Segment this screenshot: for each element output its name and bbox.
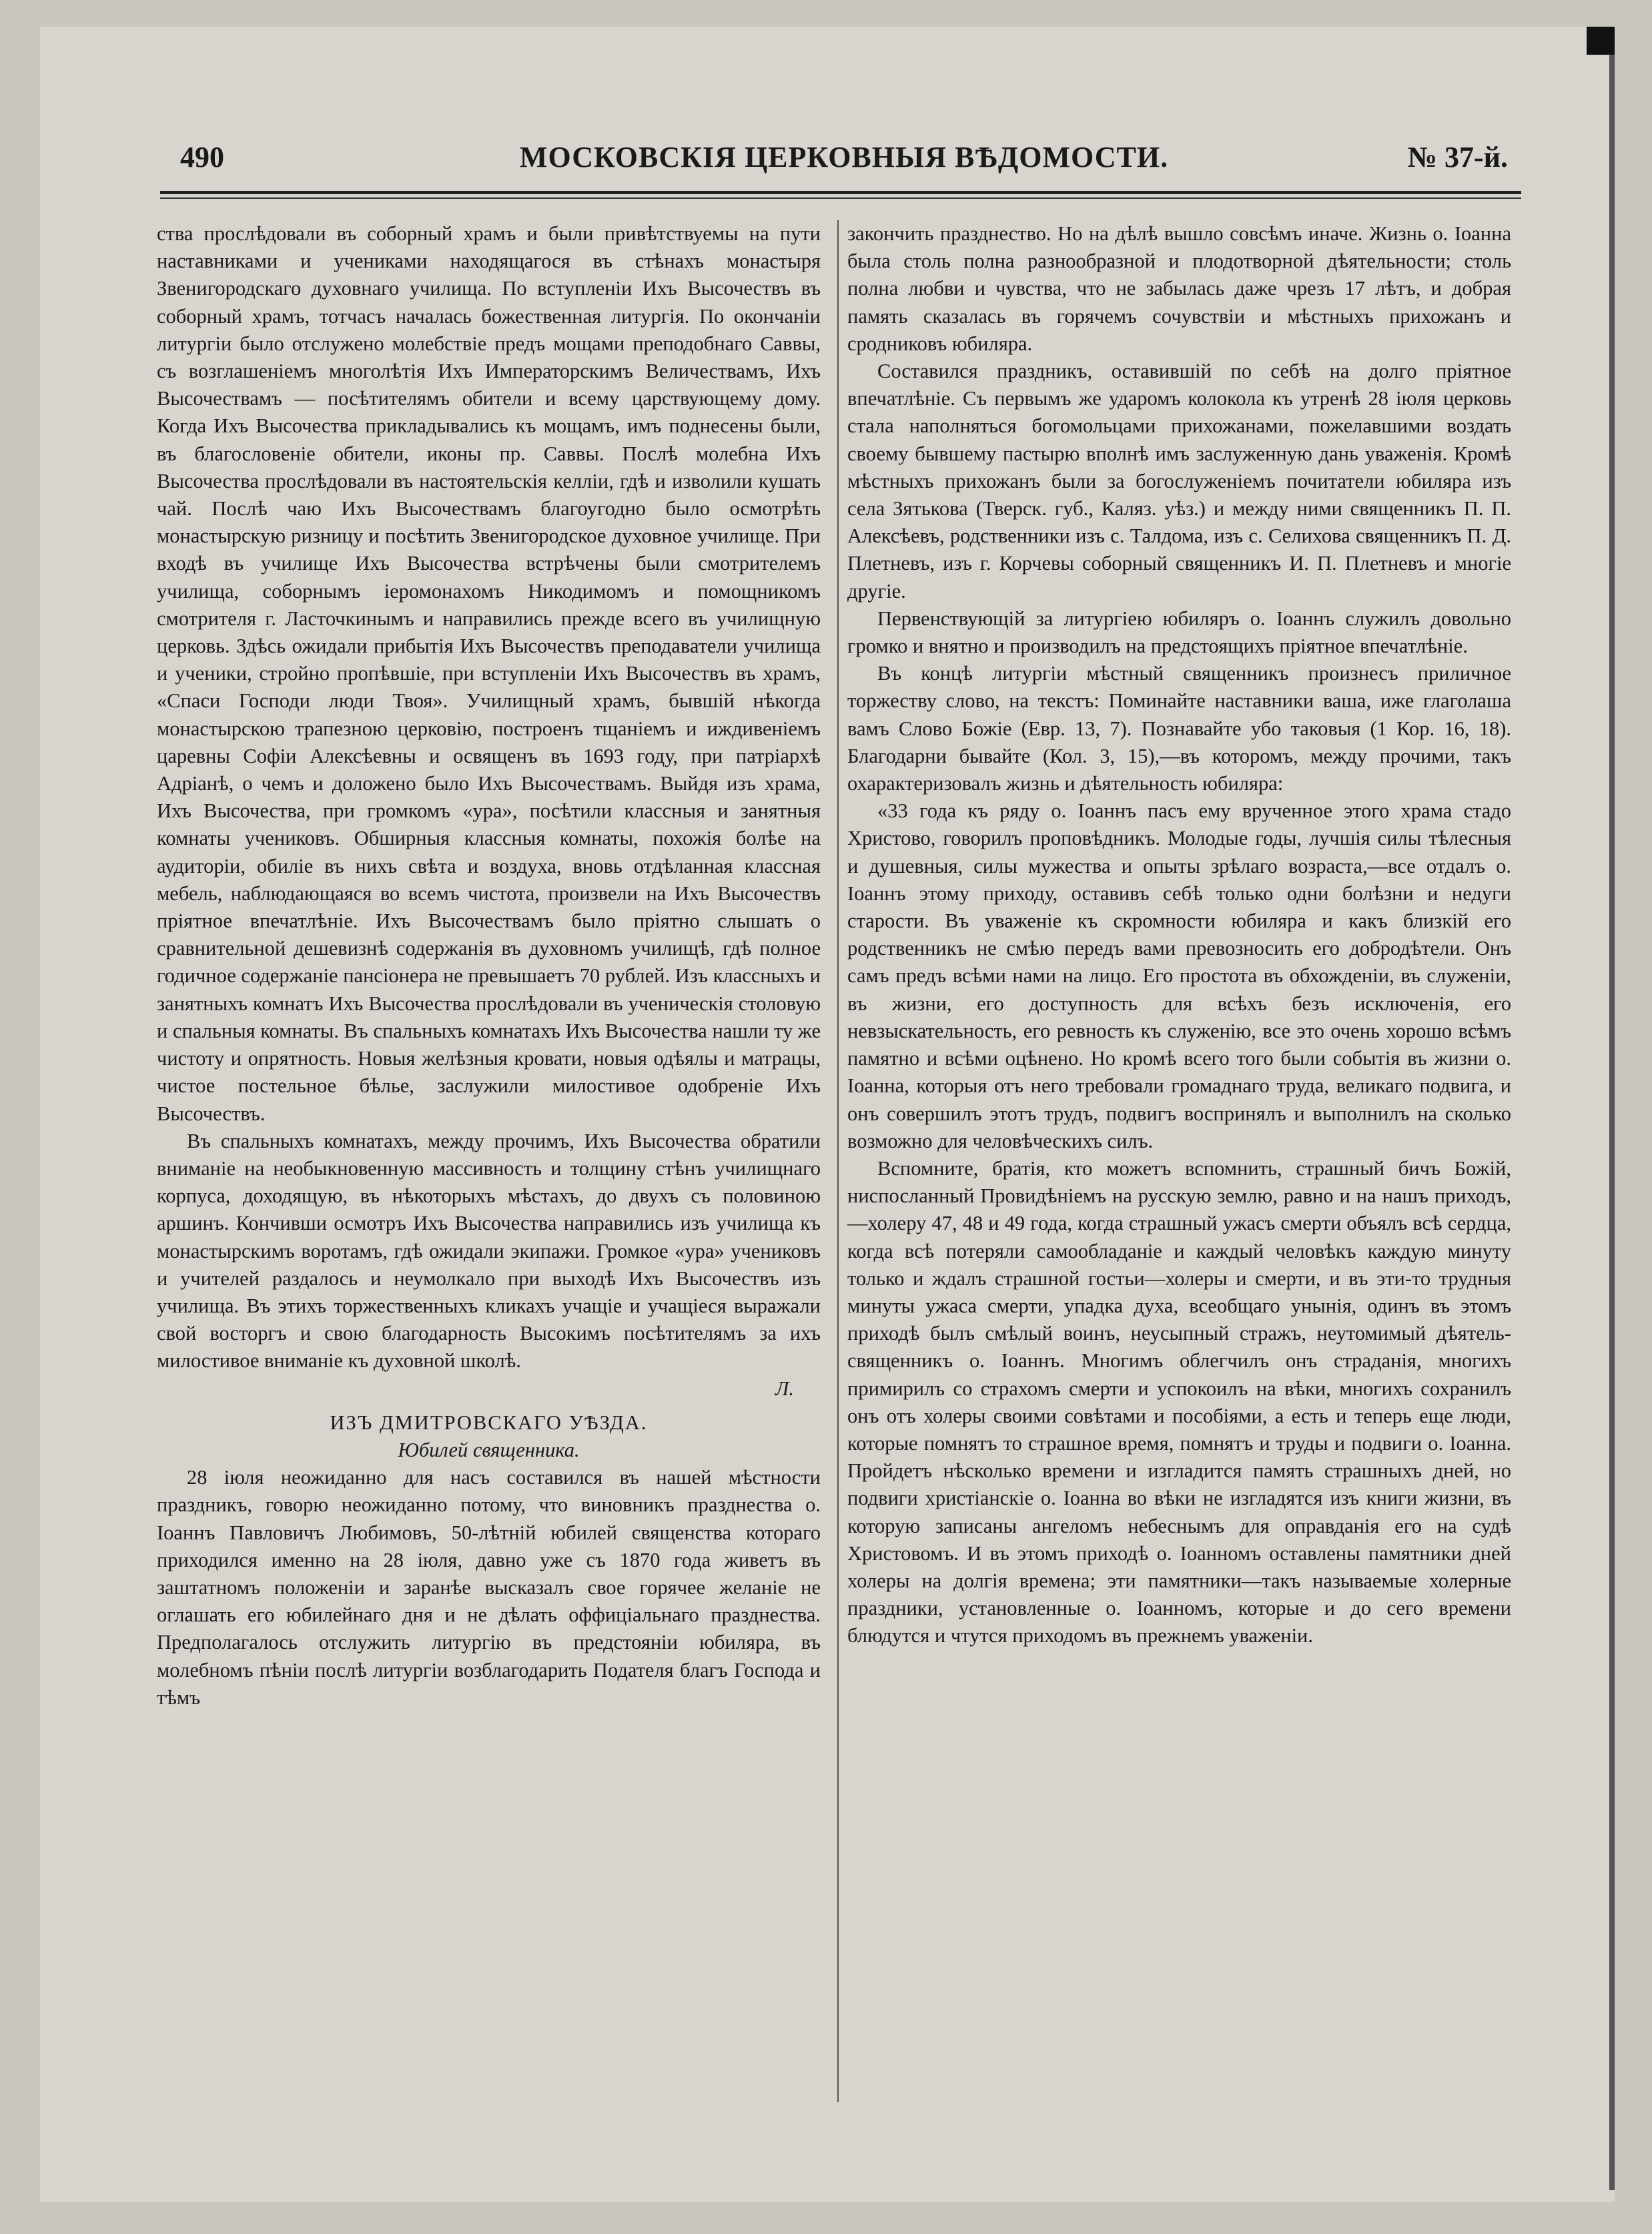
left-paragraph-3: 28 іюля неожиданно для насъ составился въ нашей мѣстности праздникъ, говорю неожиданно потому, что виновникъ празднества о. Іоаннъ Павловичъ Любимовъ, 50-лѣтній юбилей священства котораго приходился именно на 28 іюля, давно уже съ 1870 года живетъ въ заштатномъ положеніи и заранѣе высказалъ свое горячее желаніе не оглашать его юбилейнаго дня и не дѣлать оффиціальнаго празднества. Предполагалось отслужить литургію въ предстояніи юбиляра, въ молебномъ пѣніи послѣ литургіи возблагодарить Подателя благъ Господа и тѣмъ <box>157 1466 821 1709</box>
article-signature: Л. <box>775 1377 794 1400</box>
right-paragraph-4: Въ концѣ литургіи мѣстный священникъ произнесъ приличное торжеству слово, на текстъ: Поминайте наставники ваша, иже глаголаша вамъ Слово Божіе (Евр. 13, 7). Познавайте убо таковыя (1 Кор. 16, 18). Благодарни бывайте (Кол. 3, 15),—въ которомъ, между прочими, такъ охарактеризовалъ жизнь и дѣятельность юбиляра: <box>847 662 1511 795</box>
scan-corner-mark <box>1587 27 1615 55</box>
journal-title: МОСКОВСКІЯ ЦЕРКОВНЫЯ ВѢДОМОСТИ. <box>519 141 1169 173</box>
column-separator <box>837 220 839 2102</box>
right-paragraph-6: Вспомните, братія, кто можетъ вспомнить, страшный бичъ Божій, ниспосланный Провидѣніемъ на русскую землю, равно и на нашъ приходъ,—холеру 47, 48 и 49 года, когда страшный ужасъ смерти объялъ всѣ сердца, когда всѣ потеряли самообладаніе и каждый человѣкъ каждую минуту только и ждалъ страшной гостьи—холеры и смерти, и въ эти-то трудныя минуты ужаса смерти, упадка духа, всеобщаго унынія, одинъ въ этомъ приходѣ былъ смѣлый воинъ, неусыпный стражъ, неутомимый дѣятель-священникъ о. Іоаннъ. Многимъ облегчилъ онъ страданія, многихъ примирилъ со страхомъ смерти и успокоилъ на вѣки, многихъ сохранилъ онъ отъ холеры своими совѣтами и пособіями, а есть и теперь еще люди, которые помнятъ то страшное время, помнятъ и труды и подвиги о. Іоанна. Пройдетъ нѣсколько времени и изгладится память страшныхъ дней, но подвиги христіанскіе о. Іоанна во вѣки не изгладятся изъ книги жизни, въ которую записаны ангеломъ небеснымъ для оправданія его на судѣ Христовомъ. И въ этомъ приходѣ о. Іоанномъ оставлены памятники дней холеры на долгія времена; эти памятники—такъ называемые холерные праздники, установленные о. Іоанномъ, которые и до сего времени блюдутся и чтутся приходомъ въ прежнемъ уваженіи. <box>847 1156 1511 1647</box>
header-rule-thin <box>160 198 1521 199</box>
right-column <box>847 220 1511 1650</box>
right-paragraph-3: Первенствующій за литургіею юбиляръ о. Іоаннъ служилъ довольно громко и внятно и производилъ на предстоящихъ пріятное впечатлѣніе. <box>847 607 1511 658</box>
left-paragraph-1: ства прослѣдовали въ соборный храмъ и были привѣтствуемы на пути наставниками и учениками находящагося въ стѣнахъ монастыря Звенигородскаго духовнаго училища. По вступленіи Ихъ Высочествъ въ соборный храмъ, тотчасъ началась божественная литургія. По окончаніи литургіи было отслужено молебствіе предъ мощами преподобнаго Саввы, съ возглашеніемъ многолѣтія Ихъ Императорскимъ Величествамъ, Ихъ Высочествамъ — посѣтителямъ обители и всему царствующему дому. Когда Ихъ Высочества прикладывались къ мощамъ, имъ поднесены были, въ благословеніе обители, иконы пр. Саввы. Послѣ молебна Ихъ Высочества прослѣдовали въ настоятельскія келліи, гдѣ и изволили кушать чай. Послѣ чаю Ихъ Высочествамъ благоугодно было осмотрѣть монастырскую ризницу и посѣтить Звенигородское духовное училище. При входѣ въ училище Ихъ Высочества встрѣчены были смотрителемъ училища, соборнымъ іеромонахомъ Никодимомъ и помощникомъ смотрителя г. Ласточкинымъ и направились прежде всего въ училищную церковь. Здѣсь ожидали прибытія Ихъ Высочествъ преподаватели училища и ученики, стройно пропѣвшіе, при вступленіи Ихъ Высочествъ въ храмъ, «Спаси Господи люди Твоя». Училищный храмъ, бывшій нѣкогда монастырскою трапезною церковію, построенъ тщаніемъ и иждивеніемъ царевны Софіи Алексѣевны и освященъ въ 1693 году, при патріархѣ Адріанѣ, о чемъ и доложено было Ихъ Высочествамъ. Выйдя изъ храма, Ихъ Высочества, при громкомъ «ура», посѣтили классныя и занятныя комнаты учениковъ. Обширныя классныя комнаты, похожія болѣе на аудиторіи, обиліе въ нихъ свѣта и воздуха, вновь отдѣланная классная мебель, наблюдающаяся во всемъ чистота, произвели на Ихъ Высочествъ пріятное впечатлѣніе. Ихъ Высочествамъ было пріятно слышать о сравнительной дешевизнѣ содержанія въ духовномъ училищѣ, гдѣ полное годичное содержаніе пансіонера не превышаетъ 70 рублей. Изъ классныхъ и занятныхъ комнатъ Ихъ Высочества прослѣдовали въ ученическія столовую и спальныя комнаты. Въ спальныхъ комнатахъ Ихъ Высочества нашли ту же чистоту и опрятность. Новыя желѣзныя кровати, новыя одѣялы и матрацы, чистое постельное бѣлье, заслужили милостивое одобреніе Ихъ Высочествъ. <box>157 222 821 1125</box>
left-paragraph-2: Въ спальныхъ комнатахъ, между прочимъ, Ихъ Высочества обратили вниманіе на необыкновенную массивность и толщину стѣнъ училищнаго корпуса, доходящую, въ нѣкоторыхъ мѣстахъ, до двухъ съ половиною аршинъ. Кончивши осмотръ Ихъ Высочества направились изъ училища къ монастырскимъ воротамъ, гдѣ ожидали экипажи. Громкое «ура» учениковъ и учителей раздалось и неумолкало при выходѣ Ихъ Высочествъ изъ училища. Въ этихъ торжественныхъ кликахъ учащіе и учащіеся выражали свой восторгъ и свою благодарность Высокимъ посѣтителямъ за ихъ милостивое вниманіе къ духовной школѣ. <box>157 1129 821 1373</box>
page-number: 490 <box>180 141 224 173</box>
scan-edge-shadow <box>1609 55 1615 2190</box>
page-header <box>180 140 1508 187</box>
header-rule-thick <box>160 191 1521 194</box>
right-paragraph-5: «33 года къ ряду о. Іоаннъ пасъ ему врученное этого храма стадо Христово, говорилъ проповѣдникъ. Молодые годы, лучшія силы тѣлесныя и душевныя, силы мужества и опыты зрѣлаго возраста,—все отдалъ о. Іоаннъ этому приходу, оставивъ себѣ только одни болѣзни и недуги старости. Въ уваженіе къ скромности юбиляра и какъ близкій его родственникъ не смѣю передъ вами превозносить его добродѣтели. Онъ самъ предъ всѣми нами на лицо. Его простота въ обхожденіи, въ служеніи, въ жизни, его доступность для всѣхъ безъ исключенія, его невзыскательность, его ревность къ служенію, все это очень хорошо всѣмъ памятно и всѣми оцѣнено. Но кромѣ всего того были событія въ жизни о. Іоанна, которыя отъ него требовали громаднаго труда, великаго подвига, и онъ совершилъ этотъ трудъ, подвигъ воспринялъ и выполнилъ на сколько возможно для человѣческихъ силъ. <box>847 799 1511 1152</box>
section-heading: ИЗЪ ДМИТРОВСКАГО УѢЗДА. <box>330 1411 648 1434</box>
issue-number: № 37-й. <box>1407 141 1508 173</box>
right-paragraph-1: закончить празднество. Но на дѣлѣ вышло совсѣмъ иначе. Жизнь о. Іоанна была столь полна разнообразной и плодотворной дѣятельности; столь полна любви и чувства, что не забылась даже чрезъ 17 лѣтъ, и добрая память сказалась въ горячемъ сочувствіи и мѣстныхъ прихожанъ и сродниковъ юбиляра. <box>847 222 1511 355</box>
section-subheading: Юбилей священника. <box>398 1438 580 1461</box>
left-column <box>157 220 821 1712</box>
right-paragraph-2: Составился праздникъ, оставившій по себѣ на долго пріятное впечатлѣніе. Съ первымъ же ударомъ колокола къ утренѣ 28 іюля церковь стала наполняться богомольцами прихожанами, пожелавшими воздать своему бывшему пастырю вполнѣ имъ заслуженную дань уваженія. Кромѣ мѣстныхъ прихожанъ были за богослуженіемъ почитатели юбиляра изъ села Зятькова (Тверск. губ., Каляз. уѣз.) и между ними священникъ П. П. Алексѣевъ, родственники изъ с. Талдома, изъ с. Селихова священникъ П. Д. Плетневъ, изъ г. Корчевы соборный священникъ И. П. Плетневъ и многіе другіе. <box>847 360 1511 603</box>
